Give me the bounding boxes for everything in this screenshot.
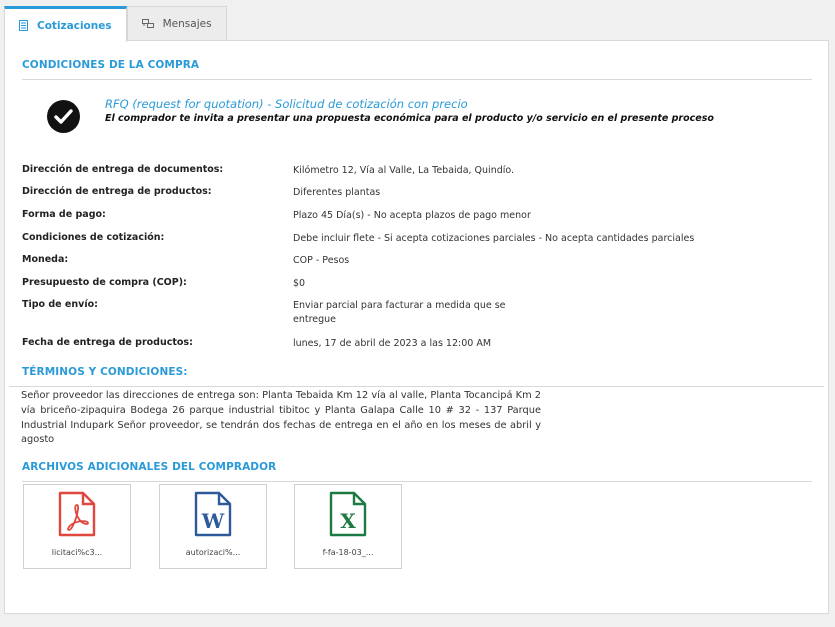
word-file-icon (193, 491, 233, 541)
content-panel (4, 40, 829, 614)
excel-file-icon (328, 491, 368, 541)
condition-label: Dirección de entrega de productos: (22, 186, 212, 197)
condition-value: Debe incluir flete - Si acepta cotizaciones parciales - No acepta cantidades parciales (293, 233, 695, 244)
messages-icon (142, 19, 154, 29)
condition-value: COP - Pesos (293, 255, 350, 266)
divider (9, 386, 824, 387)
attachment-file[interactable] (294, 484, 402, 569)
rfq-title: RFQ (request for quotation) - Solicitud de cotización con precio (105, 97, 468, 111)
tab-label: Cotizaciones (37, 19, 112, 32)
condition-value: Kilómetro 12, Vía al Valle, La Tebaida, Quindío. (293, 165, 515, 176)
condition-label: Condiciones de cotización: (22, 232, 165, 243)
pdf-file-icon (57, 491, 97, 541)
divider (22, 481, 812, 482)
condition-value: Diferentes plantas (293, 187, 381, 198)
svg-text:X: X (340, 509, 356, 533)
condition-label: Fecha de entrega de productos: (22, 337, 193, 348)
tab-bar (4, 6, 227, 41)
svg-text:W: W (201, 509, 225, 533)
file-name: licitaci%c3... (51, 548, 103, 557)
condition-label: Dirección de entrega de documentos: (22, 164, 224, 175)
tab-label: Mensajes (162, 18, 212, 30)
condition-value: lunes, 17 de abril de 2023 a las 12:00 AM (293, 338, 492, 349)
condition-value: $0 (293, 278, 306, 289)
condition-label: Forma de pago: (22, 209, 106, 220)
condition-label: Tipo de envío: (22, 299, 98, 310)
file-name: f-fa-18-03_... (322, 548, 374, 557)
check-circle-icon (47, 100, 80, 133)
section-title-files: ARCHIVOS ADICIONALES DEL COMPRADOR (22, 461, 277, 473)
section-title-conditions: CONDICIONES DE LA COMPRA (22, 59, 200, 71)
condition-value: Plazo 45 Día(s) - No acepta plazos de pago menor (293, 210, 531, 221)
condition-label: Presupuesto de compra (COP): (22, 277, 187, 288)
file-name: autorizaci%... (185, 548, 241, 557)
tab-cotizaciones[interactable] (4, 6, 127, 42)
rfq-description: El comprador te invita a presentar una propuesta económica para el producto y/o servicio en el presente proceso (105, 113, 714, 124)
terms-text: Señor proveedor las direcciones de entrega son: Planta Tebaida Km 12 vía al valle, Planta Tocancipá Km 2 vía briceño-zipaquira Bodega 26 parque industrial tibitoc y Planta Galapa Calle 10 # 32 - 137 Parque Industrial Indupark Señor proveedor, se tendrán dos fechas de entrega en el año en los meses de abril y agosto (21, 390, 541, 446)
attachment-file[interactable] (23, 484, 131, 569)
condition-label: Moneda: (22, 254, 69, 265)
condition-value: Enviar parcial para facturar a medida que se entregue (293, 300, 506, 325)
document-icon (19, 20, 28, 31)
tab-mensajes[interactable] (127, 6, 227, 41)
section-title-terms: TÉRMINOS Y CONDICIONES: (22, 366, 188, 378)
divider (22, 79, 812, 80)
attachment-file[interactable] (159, 484, 267, 569)
